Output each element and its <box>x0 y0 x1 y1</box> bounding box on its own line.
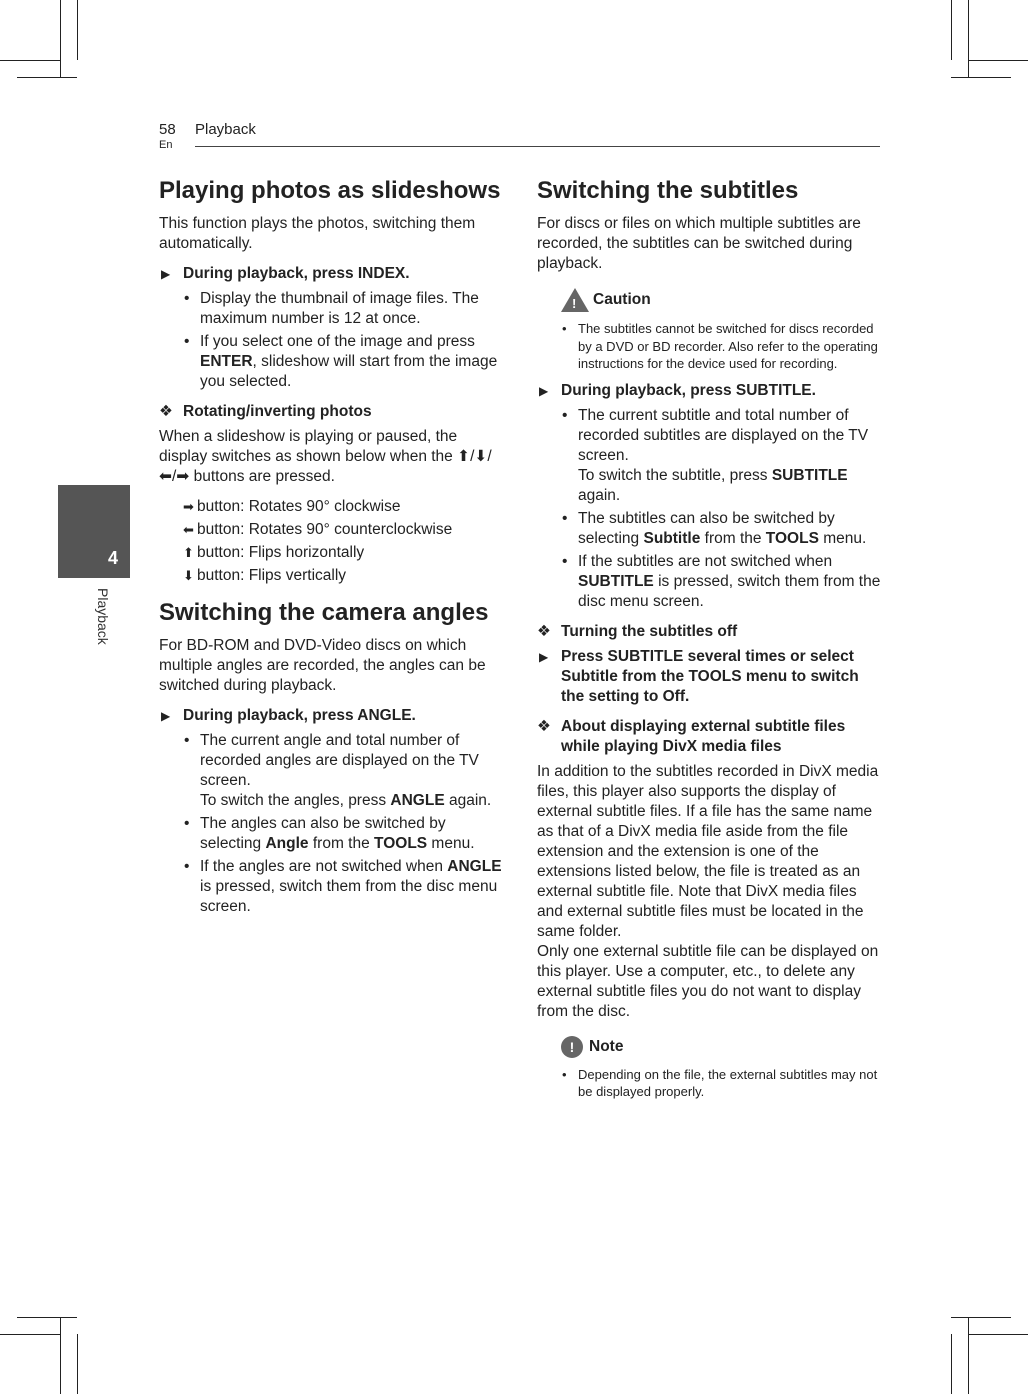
step-arrow-icon: ▶ <box>539 383 549 398</box>
crop-mark <box>0 1334 60 1335</box>
subtitles-bullets <box>537 406 882 612</box>
step-arrow-icon: ▶ <box>161 267 171 281</box>
step-arrow-icon: ▶ <box>539 649 549 664</box>
button-line: ⬆ button: Flips horizontally <box>183 544 365 561</box>
chapter-tab <box>58 485 130 578</box>
note-list <box>537 1066 882 1101</box>
external-subheading: ❖ About displaying external subtitle files while playing DivX media files <box>537 717 846 755</box>
crop-mark <box>17 77 77 78</box>
left-arrow-icon: ⬅ <box>183 522 194 537</box>
slideshow-heading: Playing photos as slideshows <box>159 177 501 204</box>
list-item: • The angles can also be switched by selecting Angle from the TOOLS menu. <box>159 814 504 854</box>
angles-bullets <box>159 731 504 917</box>
list-item: • If you select one of the image and press ENTER, slideshow will start from the image you selected. <box>159 332 504 392</box>
step-arrow-icon: ▶ <box>161 709 171 723</box>
slideshow-bullets <box>159 289 504 392</box>
list-item: • The current subtitle and total number of recorded subtitles are displayed on the TV screen. To switch the subtitle, press SUBTITLE again. <box>537 406 882 506</box>
crop-mark <box>968 1317 969 1394</box>
language-code: En <box>159 139 173 151</box>
right-arrow-icon: ➡ <box>183 499 194 514</box>
page-number: 58 <box>159 121 176 138</box>
button-line: ⬅ button: Rotates 90° counterclockwise <box>183 521 453 538</box>
crop-mark <box>951 1334 952 1394</box>
angles-step: ▶ During playback, press ANGLE. <box>161 707 416 724</box>
diamond-icon: ❖ <box>159 403 173 420</box>
note-header: ! Note <box>537 1036 882 1058</box>
crop-mark <box>968 1334 1028 1335</box>
button-line: ➡ button: Rotates 90° clockwise <box>183 498 401 515</box>
down-arrow-icon: ⬇ <box>183 568 194 583</box>
up-arrow-icon: ⬆ <box>183 545 194 560</box>
external-text-2: Only one external subtitle file can be displayed on this player. Use a computer, etc., to delete any external subtitle files you do not want to display from the disc. <box>537 942 879 1020</box>
diamond-icon: ❖ <box>537 622 551 640</box>
list-item: • The subtitles cannot be switched for discs recorded by a DVD or BD recorder. Also refer to the operating instructions for the device used for recording. <box>537 320 882 373</box>
right-column <box>537 176 882 1109</box>
list-item: • The current angle and total number of recorded angles are displayed on the TV screen. To switch the angles, press ANGLE again. <box>159 731 504 811</box>
warning-icon: ! <box>561 288 589 312</box>
left-column <box>159 176 504 927</box>
crop-mark <box>968 0 969 77</box>
list-item: • Depending on the file, the external subtitles may not be displayed properly. <box>537 1066 882 1101</box>
enter-key: ENTER <box>200 353 253 370</box>
crop-mark <box>951 1317 1011 1318</box>
external-text: In addition to the subtitles recorded in DivX media files, this player also supports the display of external subtitle files. If a file has the same name as that of a DivX media file aside from the file extension and the extension is one of the extensions listed below, the file is treated as an external subtitle file. Note that DivX media files and external subtitle files must be located in the same folder. <box>537 762 879 940</box>
list-item: • If the angles are not switched when ANGLE is pressed, switch them from the disc menu screen. <box>159 857 504 917</box>
rotating-text: When a slideshow is playing or paused, the display switches as shown below when the ⬆/⬇/⬅/➡ buttons are pressed. <box>159 428 492 485</box>
info-icon: ! <box>561 1036 583 1058</box>
caution-list <box>537 320 882 373</box>
button-line: ⬇ button: Flips vertically <box>183 567 347 584</box>
caution-header: ! Caution <box>537 288 882 312</box>
angles-heading: Switching the camera angles <box>159 599 489 626</box>
subtitle-key: SUBTITLE <box>735 381 812 399</box>
index-key: INDEX <box>357 265 406 282</box>
turning-off-subheading: ❖ Turning the subtitles off <box>537 622 738 640</box>
crop-mark <box>968 60 1028 61</box>
subtitles-heading: Switching the subtitles <box>537 177 799 204</box>
angles-intro: For BD-ROM and DVD-Video discs on which multiple angles are recorded, the angles can be switched during playback. <box>159 637 486 694</box>
crop-mark <box>17 1317 77 1318</box>
section-title: Playback <box>195 121 256 138</box>
header-rule <box>195 146 880 147</box>
slideshow-intro: This function plays the photos, switching them automatically. <box>159 215 476 252</box>
list-item: • The subtitles can also be switched by selecting Subtitle from the TOOLS menu. <box>537 509 882 549</box>
turning-off-step: ▶ Press SUBTITLE several times or select Subtitle from the TOOLS menu to switch the setting to Off. <box>539 647 859 705</box>
chapter-number: 4 <box>108 548 119 568</box>
subtitles-intro: For discs or files on which multiple subtitles are recorded, the subtitles can be switched during playback. <box>537 215 861 272</box>
arrow-keys-icon: ⬆/⬇/⬅/➡ <box>159 448 492 485</box>
subtitles-step: ▶ During playback, press SUBTITLE. <box>539 381 816 399</box>
chapter-label: Playback <box>95 588 111 645</box>
angle-key: ANGLE <box>357 707 412 724</box>
rotating-subheading: ❖ Rotating/inverting photos <box>159 403 372 420</box>
crop-mark <box>60 1317 61 1394</box>
crop-mark <box>951 0 952 60</box>
crop-mark <box>77 1334 78 1394</box>
slideshow-step: ▶ During playback, press INDEX. <box>161 265 410 282</box>
crop-mark <box>60 0 61 77</box>
list-item: • If the subtitles are not switched when SUBTITLE is pressed, switch them from the disc menu screen. <box>537 552 882 612</box>
crop-mark <box>0 60 60 61</box>
crop-mark <box>951 77 1011 78</box>
diamond-icon: ❖ <box>537 717 551 735</box>
list-item: • Display the thumbnail of image files. The maximum number is 12 at once. <box>159 289 504 329</box>
crop-mark <box>77 0 78 60</box>
